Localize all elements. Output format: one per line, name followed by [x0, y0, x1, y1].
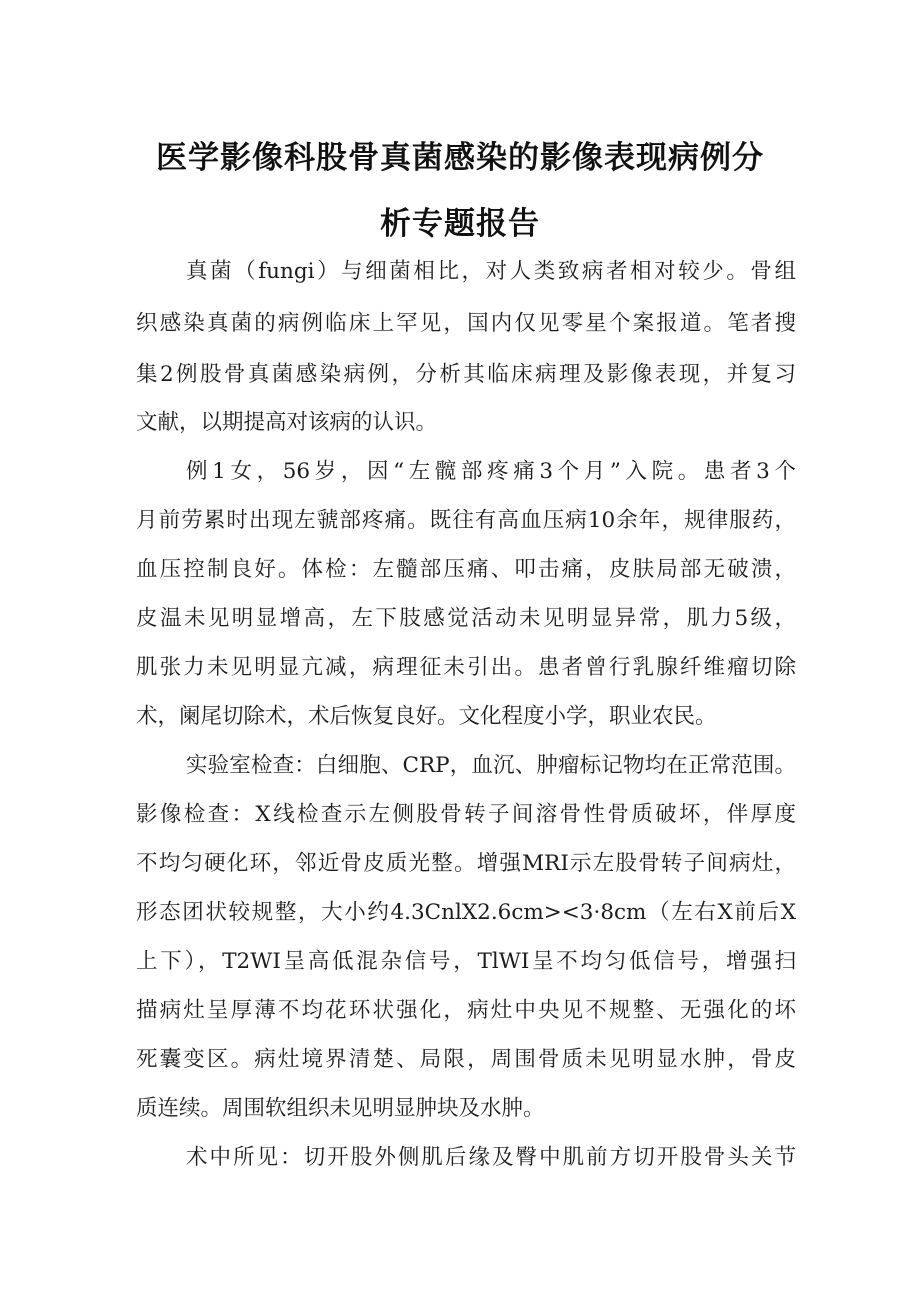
paragraph-3-line-1: 实验室检查：白细胞、CRP，血沉、肿瘤标记物均在正常范围。 — [186, 753, 796, 778]
paragraph-1-line-3: 集2例股骨真菌感染病例，分析其临床病理及影像表现，并复习 — [136, 362, 796, 387]
document-title-line-2: 析专题报告 — [380, 206, 540, 242]
paragraph-4-line-1: 术中所见：切开股外侧肌后缘及臀中肌前方切开股骨头关节 — [186, 1145, 796, 1170]
paragraph-2-line-5: 肌张力未见明显亢减，病理征未引出。患者曾行乳腺纤维瘤切除 — [136, 655, 796, 680]
paragraph-3-line-3: 不均匀硬化环，邻近骨皮质光整。增强MRI示左股骨转子间病灶， — [136, 851, 796, 876]
paragraph-3-line-8: 质连续。周围软组织未见明显肿块及水肿。 — [136, 1096, 545, 1121]
paragraph-2-line-6: 术，阑尾切除术，术后恢复良好。文化程度小学，职业农民。 — [136, 704, 717, 729]
paragraph-3-line-6: 描病灶呈厚薄不均花环状强化，病灶中央见不规整、无强化的坏 — [136, 998, 796, 1023]
paragraph-3-line-2: 影像检查：X线检查示左侧股骨转子间溶骨性骨质破坏，伴厚度 — [136, 802, 796, 827]
paragraph-2-line-2: 月前劳累时出现左虢部疼痛。既往有高血压病10余年，规律服药， — [136, 508, 796, 533]
paragraph-2-line-3: 血压控制良好。体检：左髓部压痛、叩击痛，皮肤局部无破溃， — [136, 557, 796, 582]
paragraph-2-line-4: 皮温未见明显增高，左下肢感觉活动未见明显异常，肌力5级， — [136, 606, 796, 631]
document-title-line-1: 医学影像科股骨真菌感染的影像表现病例分 — [156, 140, 764, 176]
paragraph-1-line-1: 真菌（fungi）与细菌相比，对人类致病者相对较少。骨组 — [186, 259, 796, 284]
paragraph-2-line-1: 例1女，56岁，因“左髋部疼痛3个月”入院。患者3个 — [186, 459, 796, 484]
paragraph-3-line-4: 形态团状较规整，大小约4.3CnlX2.6cm><3·8cm（左右X前后X — [136, 900, 796, 925]
paragraph-3-line-5: 上下），T2WI呈高低混杂信号，TlWI呈不均匀低信号，增强扫 — [136, 949, 796, 974]
paragraph-3-line-7: 死囊变区。病灶境界清楚、局限，周围骨质未见明显水肿，骨皮 — [136, 1047, 796, 1072]
paragraph-1-line-4: 文献，以期提高对该病的认识。 — [136, 410, 438, 435]
paragraph-1-line-2: 织感染真菌的病例临床上罕见，国内仅见零星个案报道。笔者搜 — [136, 311, 796, 336]
